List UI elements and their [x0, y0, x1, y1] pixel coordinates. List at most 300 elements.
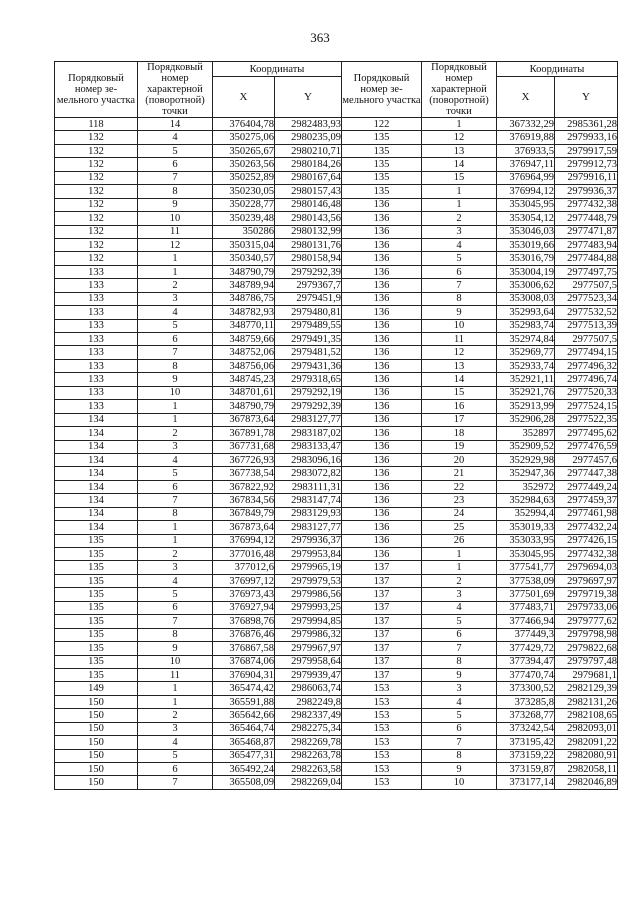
point-order-cell: 5: [138, 319, 213, 332]
parcel-order-cell: 153: [342, 695, 422, 708]
point-order-cell: 9: [138, 198, 213, 211]
point-order-cell: 1: [138, 682, 213, 695]
parcel-order-cell: 137: [342, 601, 422, 614]
parcel-order-cell: 136: [342, 333, 422, 346]
y-cell: 2977459,37: [555, 494, 618, 507]
y-cell: 2977448,79: [555, 212, 618, 225]
point-order-cell: 12: [422, 346, 497, 359]
x-cell: 373268,77: [497, 709, 555, 722]
y-cell: 2979797,48: [555, 655, 618, 668]
y-cell: 2980235,09: [275, 131, 342, 144]
table-row: [55, 494, 618, 507]
x-cell: 352947,36: [497, 467, 555, 480]
parcel-order-cell: 136: [342, 306, 422, 319]
x-cell: 348790,79: [213, 265, 275, 278]
y-cell: 2982080,91: [555, 749, 618, 762]
parcel-order-cell: 134: [55, 440, 138, 453]
parcel-order-cell: 150: [55, 709, 138, 722]
y-cell: 2982093,01: [555, 722, 618, 735]
x-cell: 373159,22: [497, 749, 555, 762]
x-cell: 377394,47: [497, 655, 555, 668]
y-cell: 2979994,85: [275, 615, 342, 628]
x-cell: 367822,92: [213, 480, 275, 493]
point-order-cell: 5: [138, 144, 213, 157]
y-cell: 2982275,34: [275, 722, 342, 735]
parcel-order-cell: 136: [342, 480, 422, 493]
parcel-order-cell: 136: [342, 198, 422, 211]
x-cell: 348745,23: [213, 373, 275, 386]
table-row: [55, 359, 618, 372]
point-order-cell: 1: [138, 252, 213, 265]
x-cell: 377012,6: [213, 561, 275, 574]
y-cell: 2979491,35: [275, 333, 342, 346]
point-order-cell: 10: [422, 319, 497, 332]
parcel-order-cell: 136: [342, 521, 422, 534]
y-cell: 2979318,65: [275, 373, 342, 386]
y-cell: 2979292,19: [275, 386, 342, 399]
parcel-order-cell: 133: [55, 319, 138, 332]
y-cell: 2977432,24: [555, 521, 618, 534]
table-header: [55, 62, 618, 118]
x-cell: 365492,24: [213, 763, 275, 776]
point-order-cell: 7: [138, 615, 213, 628]
parcel-order-cell: 135: [55, 574, 138, 587]
coordinates-table: [54, 61, 618, 790]
point-order-cell: 4: [422, 601, 497, 614]
x-cell: 367332,29: [497, 118, 555, 131]
y-cell: 2977432,38: [555, 198, 618, 211]
x-cell: 353046,03: [497, 225, 555, 238]
y-cell: 2980143,56: [275, 212, 342, 225]
table-row: [55, 171, 618, 184]
y-cell: 2980146,48: [275, 198, 342, 211]
table-row: [55, 386, 618, 399]
point-order-cell: 21: [422, 467, 497, 480]
point-order-cell: 3: [422, 682, 497, 695]
point-order-cell: 7: [138, 776, 213, 789]
header-x: X: [213, 77, 275, 118]
x-cell: 376904,31: [213, 668, 275, 681]
point-order-cell: 17: [422, 413, 497, 426]
table-row: [55, 292, 618, 305]
table-row: [55, 333, 618, 346]
point-order-cell: 9: [422, 763, 497, 776]
y-cell: 2979993,25: [275, 601, 342, 614]
x-cell: 350315,04: [213, 238, 275, 251]
table-row: [55, 736, 618, 749]
y-cell: 2979958,64: [275, 655, 342, 668]
y-cell: 2979979,53: [275, 574, 342, 587]
y-cell: 2982263,78: [275, 749, 342, 762]
x-cell: 377538,09: [497, 574, 555, 587]
point-order-cell: 2: [422, 574, 497, 587]
point-order-cell: 2: [138, 427, 213, 440]
x-cell: 377470,74: [497, 668, 555, 681]
point-order-cell: 14: [422, 158, 497, 171]
parcel-order-cell: 135: [55, 668, 138, 681]
point-order-cell: 8: [138, 628, 213, 641]
x-cell: 367873,64: [213, 521, 275, 534]
parcel-order-cell: 136: [342, 292, 422, 305]
y-cell: 2982269,78: [275, 736, 342, 749]
x-cell: 373195,42: [497, 736, 555, 749]
parcel-order-cell: 135: [55, 534, 138, 547]
x-cell: 373300,52: [497, 682, 555, 695]
y-cell: 2979292,39: [275, 265, 342, 278]
point-order-cell: 3: [138, 722, 213, 735]
point-order-cell: 7: [138, 346, 213, 359]
point-order-cell: 20: [422, 453, 497, 466]
table-row: [55, 144, 618, 157]
point-order-cell: 11: [138, 225, 213, 238]
table-row: [55, 306, 618, 319]
x-cell: 377541,77: [497, 561, 555, 574]
point-order-cell: 1: [138, 534, 213, 547]
x-cell: 352993,64: [497, 306, 555, 319]
parcel-order-cell: 137: [342, 615, 422, 628]
y-cell: 2980167,64: [275, 171, 342, 184]
parcel-order-cell: 136: [342, 440, 422, 453]
parcel-order-cell: 133: [55, 279, 138, 292]
header-parcel-order: Порядковый номер зе-мельного участка: [342, 62, 422, 118]
header-x: X: [497, 77, 555, 118]
y-cell: 2980210,71: [275, 144, 342, 157]
table-row: [55, 319, 618, 332]
parcel-order-cell: 136: [342, 427, 422, 440]
table-row: [55, 225, 618, 238]
parcel-order-cell: 153: [342, 749, 422, 762]
y-cell: 2983072,82: [275, 467, 342, 480]
x-cell: 352921,76: [497, 386, 555, 399]
point-order-cell: 5: [138, 749, 213, 762]
x-cell: 377501,69: [497, 588, 555, 601]
y-cell: 2983127,77: [275, 521, 342, 534]
y-cell: 2979912,73: [555, 158, 618, 171]
y-cell: 2983127,77: [275, 413, 342, 426]
y-cell: 2980157,43: [275, 185, 342, 198]
parcel-order-cell: 136: [342, 386, 422, 399]
parcel-order-cell: 136: [342, 265, 422, 278]
y-cell: 2979939,47: [275, 668, 342, 681]
table-row: [55, 749, 618, 762]
x-cell: 377466,94: [497, 615, 555, 628]
x-cell: 350265,67: [213, 144, 275, 157]
table-row: [55, 628, 618, 641]
x-cell: 376919,88: [497, 131, 555, 144]
parcel-order-cell: 137: [342, 588, 422, 601]
parcel-order-cell: 136: [342, 400, 422, 413]
parcel-order-cell: 153: [342, 776, 422, 789]
y-cell: 2982249,8: [275, 695, 342, 708]
y-cell: 2979916,11: [555, 171, 618, 184]
parcel-order-cell: 134: [55, 453, 138, 466]
y-cell: 2979967,97: [275, 642, 342, 655]
parcel-order-cell: 136: [342, 373, 422, 386]
x-cell: 373242,54: [497, 722, 555, 735]
x-cell: 353045,95: [497, 198, 555, 211]
point-order-cell: 8: [422, 749, 497, 762]
x-cell: 350286: [213, 225, 275, 238]
parcel-order-cell: 133: [55, 346, 138, 359]
x-cell: 348786,75: [213, 292, 275, 305]
y-cell: 2979986,32: [275, 628, 342, 641]
point-order-cell: 24: [422, 507, 497, 520]
x-cell: 353054,12: [497, 212, 555, 225]
point-order-cell: 1: [422, 185, 497, 198]
parcel-order-cell: 137: [342, 668, 422, 681]
point-order-cell: 9: [422, 306, 497, 319]
y-cell: 2977494,15: [555, 346, 618, 359]
page-number: 363: [310, 30, 330, 45]
point-order-cell: 9: [138, 642, 213, 655]
point-order-cell: 9: [422, 668, 497, 681]
x-cell: 348759,66: [213, 333, 275, 346]
table-row: [55, 722, 618, 735]
y-cell: 2982483,93: [275, 118, 342, 131]
x-cell: 352972: [497, 480, 555, 493]
y-cell: 2980131,76: [275, 238, 342, 251]
header-point-order: Порядковый номер характерной (поворотной) точки: [422, 62, 497, 118]
x-cell: 377449,3: [497, 628, 555, 641]
point-order-cell: 12: [138, 238, 213, 251]
x-cell: 350239,48: [213, 212, 275, 225]
y-cell: 2979481,52: [275, 346, 342, 359]
parcel-order-cell: 136: [342, 413, 422, 426]
y-cell: 2982131,26: [555, 695, 618, 708]
x-cell: 350275,06: [213, 131, 275, 144]
y-cell: 2979953,84: [275, 548, 342, 561]
x-cell: 365464,74: [213, 722, 275, 735]
point-order-cell: 8: [138, 507, 213, 520]
x-cell: 376933,5: [497, 144, 555, 157]
table-row: [55, 427, 618, 440]
parcel-order-cell: 153: [342, 682, 422, 695]
parcel-order-cell: 135: [342, 158, 422, 171]
parcel-order-cell: 136: [342, 346, 422, 359]
y-cell: 2977483,94: [555, 238, 618, 251]
x-cell: 353033,95: [497, 534, 555, 547]
point-order-cell: 8: [422, 655, 497, 668]
point-order-cell: 10: [138, 386, 213, 399]
x-cell: 352913,99: [497, 400, 555, 413]
y-cell: 2977524,15: [555, 400, 618, 413]
x-cell: 352906,28: [497, 413, 555, 426]
table-row: [55, 118, 618, 131]
x-cell: 367873,64: [213, 413, 275, 426]
point-order-cell: 3: [422, 588, 497, 601]
y-cell: 2979292,39: [275, 400, 342, 413]
x-cell: 352921,11: [497, 373, 555, 386]
y-cell: 2977447,38: [555, 467, 618, 480]
x-cell: 376874,06: [213, 655, 275, 668]
point-order-cell: 7: [422, 642, 497, 655]
parcel-order-cell: 134: [55, 427, 138, 440]
table-row: [55, 548, 618, 561]
parcel-order-cell: 133: [55, 359, 138, 372]
y-cell: 2979451,9: [275, 292, 342, 305]
table-row: [55, 453, 618, 466]
x-cell: 367849,79: [213, 507, 275, 520]
point-order-cell: 2: [422, 212, 497, 225]
x-cell: 352897: [497, 427, 555, 440]
x-cell: 376927,94: [213, 601, 275, 614]
table-row: [55, 279, 618, 292]
parcel-order-cell: 133: [55, 373, 138, 386]
point-order-cell: 7: [138, 171, 213, 184]
y-cell: 2979798,98: [555, 628, 618, 641]
point-order-cell: 1: [138, 265, 213, 278]
point-order-cell: 6: [138, 333, 213, 346]
y-cell: 2986063,74: [275, 682, 342, 695]
table-row: [55, 534, 618, 547]
x-cell: 373159,87: [497, 763, 555, 776]
table-row: [55, 695, 618, 708]
y-cell: 2977426,15: [555, 534, 618, 547]
x-cell: 352969,77: [497, 346, 555, 359]
y-cell: 2979719,38: [555, 588, 618, 601]
table-row: [55, 642, 618, 655]
x-cell: 376997,12: [213, 574, 275, 587]
y-cell: 2979733,06: [555, 601, 618, 614]
point-order-cell: 6: [138, 601, 213, 614]
x-cell: 376994,12: [497, 185, 555, 198]
parcel-order-cell: 132: [55, 252, 138, 265]
y-cell: 2979936,37: [275, 534, 342, 547]
table-row: [55, 574, 618, 587]
x-cell: 353016,79: [497, 252, 555, 265]
y-cell: 2979431,36: [275, 359, 342, 372]
y-cell: 2979697,97: [555, 574, 618, 587]
y-cell: 2979489,55: [275, 319, 342, 332]
y-cell: 2983129,93: [275, 507, 342, 520]
parcel-order-cell: 135: [55, 642, 138, 655]
point-order-cell: 1: [138, 521, 213, 534]
header-parcel-order: Порядковый номер зе-мельного участка: [55, 62, 138, 118]
parcel-order-cell: 137: [342, 655, 422, 668]
point-order-cell: 2: [138, 709, 213, 722]
parcel-order-cell: 134: [55, 467, 138, 480]
table-row: [55, 238, 618, 251]
x-cell: 348701,61: [213, 386, 275, 399]
point-order-cell: 6: [138, 480, 213, 493]
table-row: [55, 561, 618, 574]
x-cell: 377429,72: [497, 642, 555, 655]
parcel-order-cell: 150: [55, 776, 138, 789]
parcel-order-cell: 137: [342, 642, 422, 655]
table-row: [55, 265, 618, 278]
y-cell: 2982129,39: [555, 682, 618, 695]
parcel-order-cell: 135: [55, 561, 138, 574]
header-coordinates: Координаты: [213, 62, 342, 77]
point-order-cell: 7: [422, 279, 497, 292]
table-row: [55, 655, 618, 668]
x-cell: 352929,98: [497, 453, 555, 466]
parcel-order-cell: 132: [55, 238, 138, 251]
table-row: [55, 131, 618, 144]
x-cell: 348752,06: [213, 346, 275, 359]
x-cell: 348770,11: [213, 319, 275, 332]
header-y: Y: [555, 77, 618, 118]
x-cell: 352909,52: [497, 440, 555, 453]
y-cell: 2977449,24: [555, 480, 618, 493]
parcel-order-cell: 132: [55, 225, 138, 238]
point-order-cell: 1: [422, 198, 497, 211]
y-cell: 2979936,37: [555, 185, 618, 198]
parcel-order-cell: 150: [55, 736, 138, 749]
parcel-order-cell: 132: [55, 144, 138, 157]
parcel-order-cell: 153: [342, 709, 422, 722]
y-cell: 2982108,65: [555, 709, 618, 722]
x-cell: 353004,19: [497, 265, 555, 278]
point-order-cell: 14: [138, 118, 213, 131]
point-order-cell: 13: [422, 359, 497, 372]
y-cell: 2977484,88: [555, 252, 618, 265]
y-cell: 2979694,03: [555, 561, 618, 574]
x-cell: 352933,74: [497, 359, 555, 372]
point-order-cell: 6: [422, 265, 497, 278]
y-cell: 2977432,38: [555, 548, 618, 561]
point-order-cell: 1: [138, 400, 213, 413]
point-order-cell: 1: [422, 548, 497, 561]
parcel-order-cell: 133: [55, 306, 138, 319]
parcel-order-cell: 153: [342, 722, 422, 735]
x-cell: 352974,84: [497, 333, 555, 346]
table-row: [55, 346, 618, 359]
point-order-cell: 7: [422, 736, 497, 749]
x-cell: 353019,66: [497, 238, 555, 251]
point-order-cell: 23: [422, 494, 497, 507]
x-cell: 352984,63: [497, 494, 555, 507]
table-row: [55, 521, 618, 534]
point-order-cell: 10: [138, 655, 213, 668]
parcel-order-cell: 137: [342, 628, 422, 641]
y-cell: 2983147,74: [275, 494, 342, 507]
point-order-cell: 1: [422, 118, 497, 131]
table-row: [55, 467, 618, 480]
parcel-order-cell: 153: [342, 736, 422, 749]
point-order-cell: 6: [422, 628, 497, 641]
x-cell: 350228,77: [213, 198, 275, 211]
point-order-cell: 4: [138, 453, 213, 466]
point-order-cell: 3: [138, 561, 213, 574]
point-order-cell: 22: [422, 480, 497, 493]
parcel-order-cell: 132: [55, 171, 138, 184]
table-row: [55, 776, 618, 789]
table-row: [55, 440, 618, 453]
parcel-order-cell: 150: [55, 722, 138, 735]
parcel-order-cell: 122: [342, 118, 422, 131]
parcel-order-cell: 150: [55, 695, 138, 708]
parcel-order-cell: 136: [342, 467, 422, 480]
point-order-cell: 11: [138, 668, 213, 681]
point-order-cell: 7: [138, 494, 213, 507]
parcel-order-cell: 136: [342, 359, 422, 372]
table-row: [55, 507, 618, 520]
y-cell: 2977497,75: [555, 265, 618, 278]
x-cell: 365477,31: [213, 749, 275, 762]
y-cell: 2983096,16: [275, 453, 342, 466]
point-order-cell: 5: [422, 252, 497, 265]
table-row: [55, 668, 618, 681]
y-cell: 2977457,6: [555, 453, 618, 466]
point-order-cell: 13: [422, 144, 497, 157]
point-order-cell: 25: [422, 521, 497, 534]
y-cell: 2977507,5: [555, 279, 618, 292]
header-y: Y: [275, 77, 342, 118]
x-cell: 348790,79: [213, 400, 275, 413]
x-cell: 367726,93: [213, 453, 275, 466]
y-cell: 2979480,81: [275, 306, 342, 319]
